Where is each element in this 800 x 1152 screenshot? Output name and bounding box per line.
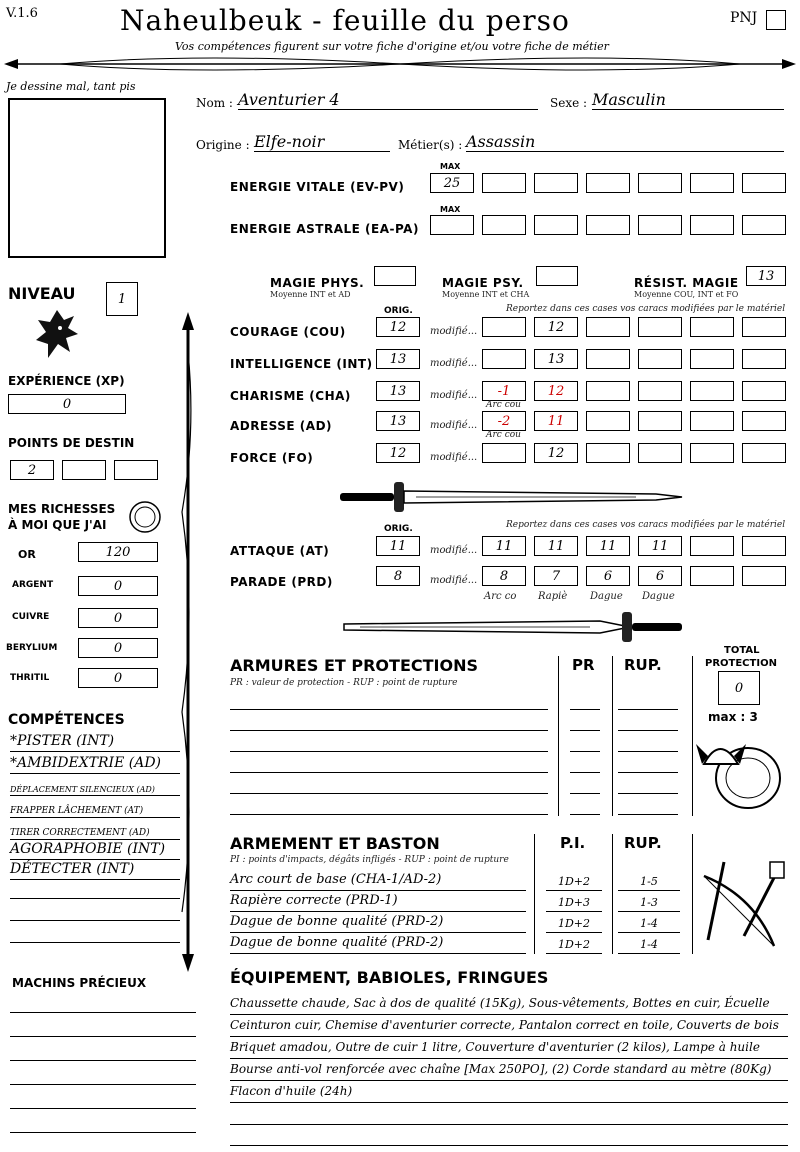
ea-box[interactable] <box>690 215 734 235</box>
armor-rup-line[interactable] <box>618 772 678 773</box>
sex-field[interactable]: Masculin <box>592 90 784 110</box>
modified-label: modifié... <box>430 358 478 369</box>
weapon-column-label: Arc co <box>484 591 517 602</box>
combat-note: Reportez dans ces cases vos caracs modifiées par le matériel <box>506 520 786 530</box>
attack-mod[interactable]: 11 <box>586 536 630 556</box>
copper-label: CUIVRE <box>12 612 50 622</box>
skill-line[interactable]: FRAPPER LÂCHEMENT (AT) <box>10 799 180 818</box>
ev-box[interactable] <box>482 173 526 193</box>
skill-line[interactable]: AGORAPHOBIE (INT) <box>10 841 180 860</box>
stat-mod-ad[interactable] <box>586 411 630 431</box>
stat-note-ad: Arc cou <box>486 430 521 440</box>
armor-pr-line[interactable] <box>570 793 600 794</box>
total-protection-label: PROTECTION <box>705 658 777 669</box>
job-field[interactable]: Assassin <box>466 132 784 152</box>
modified-label: modifié... <box>430 575 478 586</box>
resist-magic-label: RÉSIST. MAGIE <box>634 276 739 290</box>
magic-psy-label: MAGIE PSY. <box>442 276 524 290</box>
ev-box[interactable] <box>534 173 578 193</box>
destiny-box-1[interactable]: 2 <box>10 460 54 480</box>
gold-label: OR <box>18 548 36 561</box>
modified-label: modifié... <box>430 326 478 337</box>
equipment-line[interactable]: Chaussette chaude, Sac à dos de qualité (15Kg), Sous-vêtements, Bottes en cuir, Écuelle <box>230 996 788 1015</box>
npc-label: PNJ <box>730 10 758 26</box>
skill-line[interactable]: *AMBIDEXTRIE (AD) <box>10 755 180 774</box>
weapon-pi[interactable]: 1D+3 <box>546 893 602 912</box>
version: V.1.6 <box>6 6 38 21</box>
skill-line[interactable]: DÉTECTER (INT) <box>10 861 180 880</box>
total-protection-label: TOTAL <box>724 645 760 656</box>
parry-mod[interactable] <box>742 566 786 586</box>
ev-box[interactable] <box>638 173 682 193</box>
sword-icon <box>336 478 686 516</box>
header-ornament <box>0 50 800 78</box>
treasure-line[interactable] <box>10 1132 196 1133</box>
armor-rup-line[interactable] <box>618 730 678 731</box>
parry-mod[interactable]: 8 <box>482 566 526 586</box>
modified-label: modifié... <box>430 452 478 463</box>
stat-mod-int[interactable] <box>690 349 734 369</box>
equipment-title: ÉQUIPEMENT, BABIOLES, FRINGUES <box>230 968 549 987</box>
weapons-rup-label: RUP. <box>624 834 662 852</box>
stat-mod-cou[interactable] <box>742 317 786 337</box>
ev-box[interactable] <box>742 173 786 193</box>
origin-field[interactable]: Elfe-noir <box>254 132 390 152</box>
coin-icon <box>128 500 162 534</box>
ev-label: ENERGIE VITALE (EV-PV) <box>230 180 405 194</box>
treasure-line[interactable] <box>10 1060 196 1061</box>
treasure-line[interactable] <box>10 1012 196 1013</box>
stat-mod-cha[interactable]: 12 <box>534 381 578 401</box>
stat-mod-cou[interactable]: 12 <box>534 317 578 337</box>
skills-title: COMPÉTENCES <box>8 712 125 728</box>
attack-label: ATTAQUE (AT) <box>230 544 330 558</box>
stat-mod-cou[interactable] <box>638 317 682 337</box>
sheet-title: Naheulbeuk - feuille du perso <box>120 4 570 37</box>
xp-label: EXPÉRIENCE (XP) <box>8 374 125 388</box>
stat-label-cou: COURAGE (COU) <box>230 325 346 339</box>
silver-label: ARGENT <box>12 580 54 590</box>
helmet-shield-icon <box>694 724 786 814</box>
stat-mod-cou[interactable] <box>690 317 734 337</box>
stat-orig-ad[interactable]: 13 <box>376 411 420 431</box>
stat-label-fo: FORCE (FO) <box>230 451 314 465</box>
weapon-rup[interactable]: 1-4 <box>618 935 680 954</box>
stat-mod-fo[interactable] <box>638 443 682 463</box>
equipment-blank-line[interactable] <box>230 1145 788 1146</box>
stat-note-cha: Arc cou <box>486 400 521 410</box>
modified-label: modifié... <box>430 420 478 431</box>
parry-mod[interactable]: 6 <box>586 566 630 586</box>
stat-mod-int[interactable] <box>742 349 786 369</box>
weapon-column-label: Dague <box>642 591 675 602</box>
stat-label-int: INTELLIGENCE (INT) <box>230 357 373 371</box>
dragon-icon <box>34 306 80 364</box>
equipment-line[interactable]: Bourse anti-vol renforcée avec chaîne [Max 250PO], (2) Corde standard au mètre (80Kg) <box>230 1062 788 1081</box>
armor-row-line[interactable] <box>230 751 548 752</box>
weapon-rup[interactable]: 1-3 <box>618 893 680 912</box>
ea-box[interactable] <box>482 215 526 235</box>
level-label: NIVEAU <box>8 284 76 303</box>
weapons-divider <box>612 834 613 954</box>
parry-mod[interactable]: 6 <box>638 566 682 586</box>
parry-orig[interactable]: 8 <box>376 566 420 586</box>
berylium-box[interactable]: 0 <box>78 638 158 658</box>
parry-label: PARADE (PRD) <box>230 575 333 589</box>
stat-mod-cou[interactable] <box>482 317 526 337</box>
stat-orig-cha[interactable]: 13 <box>376 381 420 401</box>
skill-blank-line[interactable] <box>10 942 180 943</box>
npc-checkbox[interactable] <box>766 10 786 30</box>
weapon-column-label: Dague <box>590 591 623 602</box>
weapon-rup[interactable]: 1-4 <box>618 914 680 933</box>
weapons-divider <box>692 834 693 954</box>
armor-divider <box>692 656 693 816</box>
combat-orig-label: ORIG. <box>384 524 413 534</box>
resist-magic-box[interactable]: 13 <box>746 266 786 286</box>
weapons-icon <box>694 856 790 956</box>
armor-rup-line[interactable] <box>618 709 678 710</box>
destiny-box-2[interactable] <box>62 460 106 480</box>
armor-row-line[interactable] <box>230 793 548 794</box>
weapon-pi[interactable]: 1D+2 <box>546 935 602 954</box>
ea-box[interactable] <box>742 215 786 235</box>
skill-blank-line[interactable] <box>10 898 180 899</box>
parry-mod[interactable] <box>690 566 734 586</box>
armor-note: PR : valeur de protection - RUP : point de rupture <box>230 678 458 688</box>
skill-line[interactable]: TIRER CORRECTEMENT (AD) <box>10 821 180 840</box>
ea-box[interactable] <box>638 215 682 235</box>
ev-max-box[interactable]: 25 <box>430 173 474 193</box>
weapons-divider <box>534 834 535 954</box>
stat-mod-ad[interactable]: 11 <box>534 411 578 431</box>
armor-pr-line[interactable] <box>570 730 600 731</box>
stat-mod-cha[interactable]: -1 <box>482 381 526 401</box>
stat-mod-ad[interactable] <box>742 411 786 431</box>
equipment-line[interactable]: Briquet amadou, Outre de cuir 1 litre, Couverture d'aventurier (2 kilos), Lampe à huile <box>230 1040 788 1059</box>
ev-box[interactable] <box>586 173 630 193</box>
attack-mod[interactable]: 11 <box>482 536 526 556</box>
ea-max-box[interactable] <box>430 215 474 235</box>
stat-mod-int[interactable] <box>638 349 682 369</box>
weapon-name[interactable]: Rapière correcte (PRD-1) <box>230 893 526 912</box>
armor-rup-line[interactable] <box>618 793 678 794</box>
stat-mod-fo[interactable] <box>742 443 786 463</box>
resist-magic-note: Moyenne COU, INT et FO <box>634 290 739 299</box>
stat-mod-cha[interactable] <box>586 381 630 401</box>
wealth-label-1: MES RICHESSES <box>8 502 116 516</box>
stat-mod-fo[interactable] <box>690 443 734 463</box>
thritil-box[interactable]: 0 <box>78 668 158 688</box>
stat-mod-fo[interactable]: 12 <box>534 443 578 463</box>
sex-label: Sexe : <box>550 96 588 110</box>
destiny-label: POINTS DE DESTIN <box>8 436 135 450</box>
stat-mod-fo[interactable] <box>482 443 526 463</box>
armor-pr-line[interactable] <box>570 814 600 815</box>
magic-psy-box[interactable] <box>536 266 578 286</box>
treasure-line[interactable] <box>10 1084 196 1085</box>
skill-line[interactable]: DÉPLACEMENT SILENCIEUX (AD) <box>10 777 180 796</box>
name-field[interactable]: Aventurier 4 <box>238 90 538 110</box>
modified-label: modifié... <box>430 545 478 556</box>
equipment-line[interactable]: Ceinturon cuir, Chemise d'aventurier correcte, Pantalon correct en toile, Couverts de bois <box>230 1018 788 1037</box>
parry-mod[interactable]: 7 <box>534 566 578 586</box>
modified-label: modifié... <box>430 390 478 401</box>
xp-box[interactable]: 0 <box>8 394 126 414</box>
magic-phys-box[interactable] <box>374 266 416 286</box>
weapon-name[interactable]: Arc court de base (CHA-1/AD-2) <box>230 872 526 891</box>
attack-mod[interactable] <box>690 536 734 556</box>
armor-pr-label: PR <box>572 656 595 674</box>
weapon-pi[interactable]: 1D+2 <box>546 914 602 933</box>
ev-box[interactable] <box>690 173 734 193</box>
stat-orig-cou[interactable]: 12 <box>376 317 420 337</box>
stat-mod-cha[interactable] <box>742 381 786 401</box>
copper-box[interactable]: 0 <box>78 608 158 628</box>
gold-box[interactable]: 120 <box>78 542 158 562</box>
portrait-caption: Je dessine mal, tant pis <box>6 80 136 93</box>
armor-row-line[interactable] <box>230 730 548 731</box>
subtitle: Vos compétences figurent sur votre fiche d'origine et/ou votre fiche de métier <box>175 40 609 53</box>
attack-orig[interactable]: 11 <box>376 536 420 556</box>
weapons-pi-label: P.I. <box>560 834 586 852</box>
stat-mod-cha[interactable] <box>690 381 734 401</box>
armor-pr-line[interactable] <box>570 751 600 752</box>
attack-mod[interactable] <box>742 536 786 556</box>
silver-box[interactable]: 0 <box>78 576 158 596</box>
magic-phys-note: Moyenne INT et AD <box>270 290 351 299</box>
magic-psy-note: Moyenne INT et CHA <box>442 290 530 299</box>
stat-mod-fo[interactable] <box>586 443 630 463</box>
treasure-line[interactable] <box>10 1108 196 1109</box>
magic-phys-label: MAGIE PHYS. <box>270 276 365 290</box>
armor-rup-label: RUP. <box>624 656 662 674</box>
ea-box[interactable] <box>586 215 630 235</box>
stat-mod-int[interactable]: 13 <box>534 349 578 369</box>
stat-mod-ad[interactable] <box>690 411 734 431</box>
treasure-line[interactable] <box>10 1036 196 1037</box>
armor-rup-line[interactable] <box>618 814 678 815</box>
skill-line[interactable]: *PISTER (INT) <box>10 733 180 752</box>
stat-orig-fo[interactable]: 12 <box>376 443 420 463</box>
destiny-box-3[interactable] <box>114 460 158 480</box>
ev-max-label: MAX <box>440 162 461 171</box>
armor-pr-line[interactable] <box>570 709 600 710</box>
treasures-title: MACHINS PRÉCIEUX <box>12 976 147 990</box>
weapon-pi[interactable]: 1D+2 <box>546 872 602 891</box>
weapon-column-label: Rapiè <box>538 591 568 602</box>
weapon-name[interactable]: Dague de bonne qualité (PRD-2) <box>230 914 526 933</box>
staff-ornament <box>178 312 198 972</box>
equipment-blank-line[interactable] <box>230 1124 788 1125</box>
stat-orig-int[interactable]: 13 <box>376 349 420 369</box>
armor-row-line[interactable] <box>230 772 548 773</box>
ea-max-label: MAX <box>440 205 461 214</box>
skill-blank-line[interactable] <box>10 920 180 921</box>
stat-label-ad: ADRESSE (AD) <box>230 419 333 433</box>
armor-divider <box>612 656 613 816</box>
origin-label: Origine : <box>196 138 250 152</box>
ea-box[interactable] <box>534 215 578 235</box>
job-label: Métier(s) : <box>398 138 463 152</box>
stats-note: Reportez dans ces cases vos caracs modifiées par le matériel <box>506 304 786 314</box>
equipment-line[interactable]: Flacon d'huile (24h) <box>230 1084 788 1103</box>
armor-pr-line[interactable] <box>570 772 600 773</box>
name-label: Nom : <box>196 96 233 110</box>
orig-label: ORIG. <box>384 306 413 316</box>
stat-mod-ad[interactable]: -2 <box>482 411 526 431</box>
armor-rup-line[interactable] <box>618 751 678 752</box>
wealth-label-2: À MOI QUE J'AI <box>8 518 107 532</box>
stat-label-cha: CHARISME (CHA) <box>230 389 351 403</box>
armor-row-line[interactable] <box>230 709 548 710</box>
level-box[interactable]: 1 <box>106 282 138 316</box>
weapon-rup[interactable]: 1-5 <box>618 872 680 891</box>
armor-max-label: max : 3 <box>708 710 758 724</box>
stat-mod-cou[interactable] <box>586 317 630 337</box>
thritil-label: THRITIL <box>10 673 50 683</box>
stat-mod-int[interactable] <box>586 349 630 369</box>
stat-mod-int[interactable] <box>482 349 526 369</box>
ea-label: ENERGIE ASTRALE (EA-PA) <box>230 222 419 236</box>
armor-row-line[interactable] <box>230 814 548 815</box>
attack-mod[interactable]: 11 <box>638 536 682 556</box>
total-protection-box[interactable]: 0 <box>718 671 760 705</box>
attack-mod[interactable]: 11 <box>534 536 578 556</box>
stat-mod-ad[interactable] <box>638 411 682 431</box>
sword-icon <box>340 608 686 646</box>
stat-mod-cha[interactable] <box>638 381 682 401</box>
berylium-label: BERYLIUM <box>6 643 58 653</box>
armor-title: ARMURES ET PROTECTIONS <box>230 656 478 675</box>
weapon-name[interactable]: Dague de bonne qualité (PRD-2) <box>230 935 526 954</box>
weapons-title: ARMEMENT ET BASTON <box>230 834 440 853</box>
weapons-note: PI : points d'impacts, dégâts infligés - RUP : point de rupture <box>230 855 509 865</box>
portrait-box[interactable] <box>8 98 166 258</box>
armor-divider <box>558 656 559 816</box>
